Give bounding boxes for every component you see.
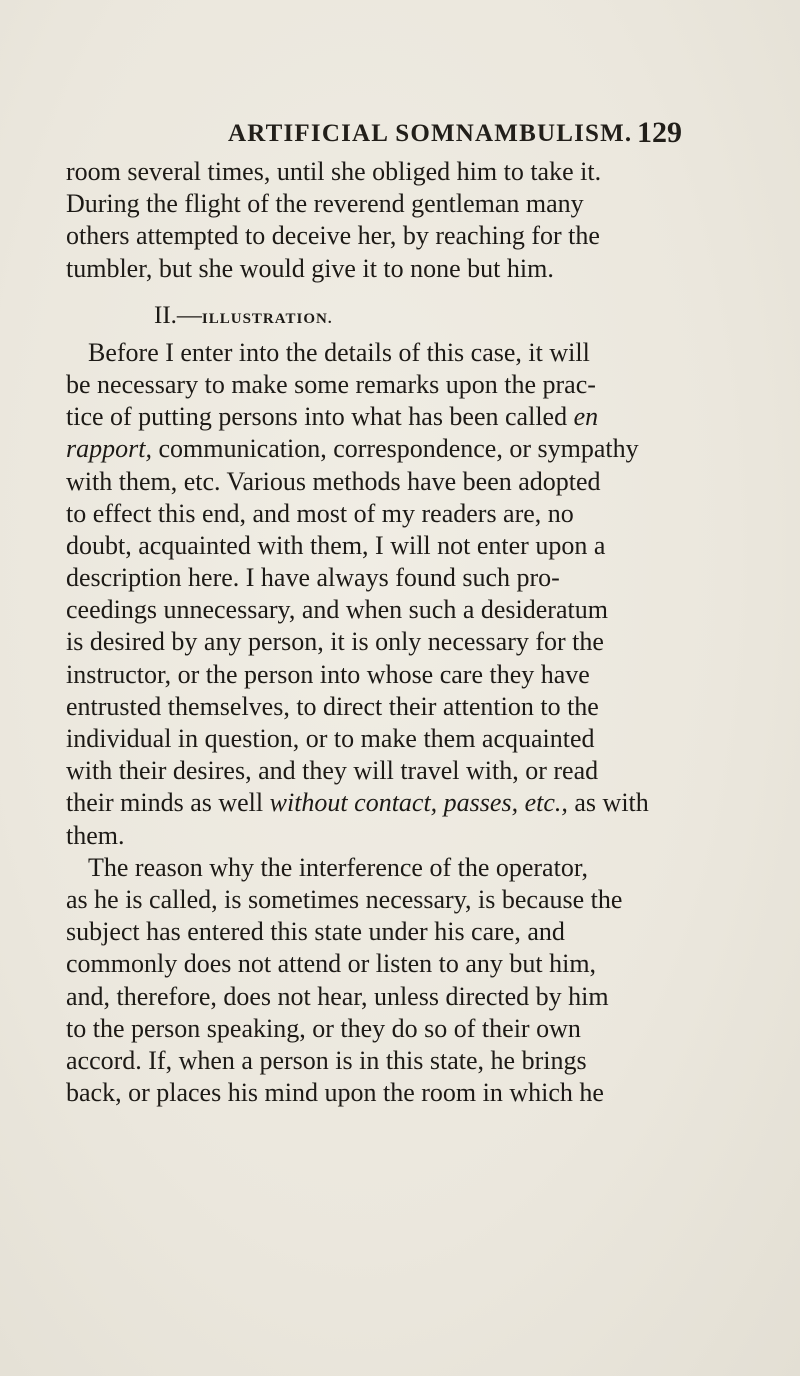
page-number: 129 [637,116,682,149]
text-line: be necessary to make some remarks upon the prac- [66,369,596,399]
text-line: and, therefore, does not hear, unless directed by him [66,981,609,1011]
text-line: them. [66,820,125,850]
italic-term-en: en [573,402,599,432]
italic-term-rapport: rapport, [66,434,152,464]
text-line: as he is called, is sometimes necessary, is because the [66,884,623,914]
text-line: is desired by any person, it is only necessary for the [66,627,604,657]
text-line: entrusted themselves, to direct their attention to the [66,691,599,721]
text-fragment: communication, correspondence, or sympathy [151,434,639,464]
text-line: Before I enter into the details of this case, it will [88,337,590,367]
text-fragment: as with [567,788,649,818]
text-line [66,401,796,433]
text-line: accord. If, when a person is in this state, he brings [66,1045,587,1075]
text-line [66,433,796,465]
text-line: with their desires, and they will travel with, or read [66,756,599,786]
text-line: instructor, or the person into whose care they have [66,659,590,689]
italic-phrase: without contact, passes, etc., [269,788,568,818]
text-line: The reason why the interference of the operator, [88,852,588,882]
text-line: description here. I have always found such pro- [66,563,560,593]
text-line: tumbler, but she would give it to none but him. [66,253,554,283]
paragraph-3 [66,852,796,1110]
running-title: ARTIFICIAL SOMNAMBULISM. [228,120,633,147]
section-heading [66,285,796,337]
running-head [228,116,682,150]
text-fragment: their minds as well [66,788,270,818]
text-line: back, or places his mind upon the room in which he [66,1078,604,1108]
text-line [66,787,796,819]
text-fragment: tice of putting persons into what has been called [66,402,568,432]
text-line: to the person speaking, or they do so of their own [66,1013,581,1043]
text-line: individual in question, or to make them acquainted [66,724,595,753]
text-line: ceedings unnecessary, and when such a desideratum [66,595,608,625]
text-line: others attempted to deceive her, by reaching for the [66,221,600,251]
section-numeral: II.— [154,301,202,329]
text-line: During the flight of the reverend gentleman many [66,189,584,219]
section-title: ILLUSTRATION. [201,310,333,327]
body-text [66,156,796,1109]
paragraph-2 [66,337,796,852]
text-line: room several times, until she obliged him to take it. [66,157,602,186]
text-line: doubt, acquainted with them, I will not enter upon a [66,530,606,560]
text-line: to effect this end, and most of my readers are, no [66,498,574,528]
text-line: subject has entered this state under his care, and [66,917,565,947]
text-line: with them, etc. Various methods have been adopted [66,466,601,496]
paragraph-1 [66,156,796,285]
text-line: commonly does not attend or listen to any but him, [66,949,597,979]
